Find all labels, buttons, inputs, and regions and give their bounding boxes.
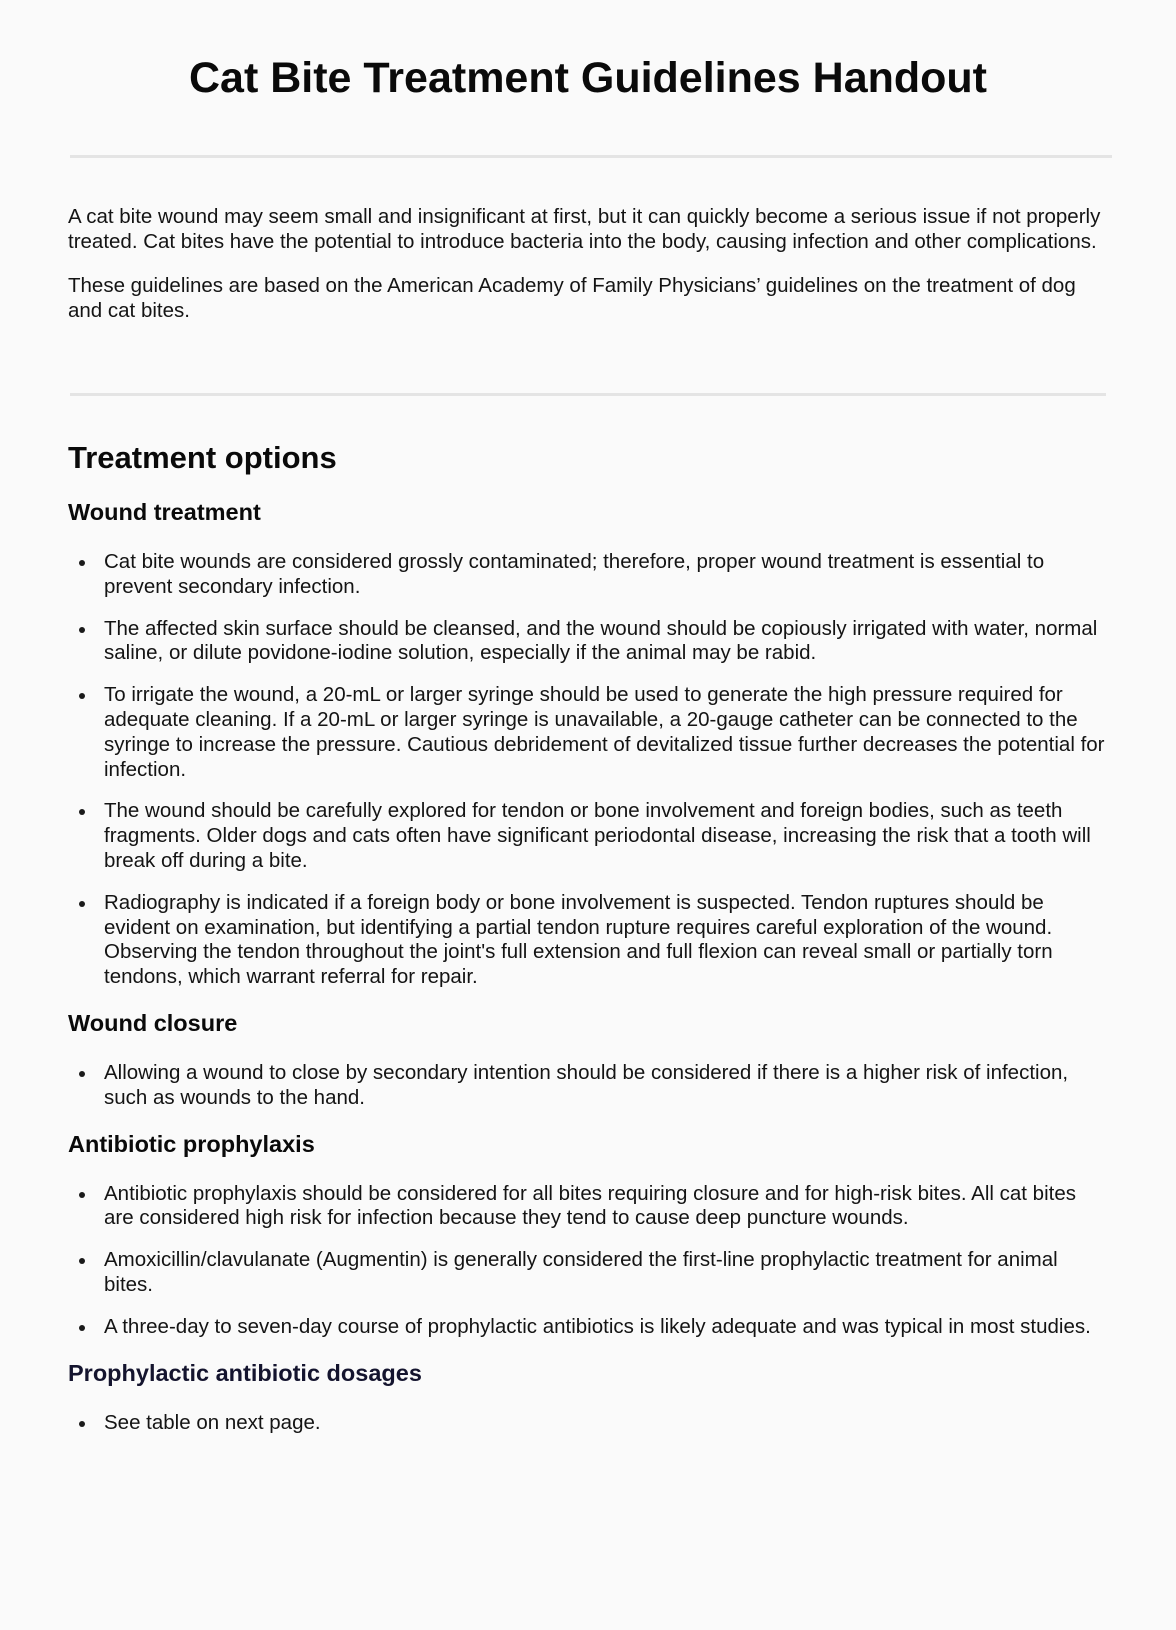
bullet-list	[68, 1411, 1108, 1436]
subsection-title: Wound treatment	[68, 499, 261, 525]
subsection-title: Antibiotic prophylaxis	[68, 1130, 315, 1157]
title-divider	[70, 155, 1112, 158]
list-item: A three-day to seven-day course of prophylactic antibiotics is likely adequate and was typical in most studies.	[104, 1315, 1108, 1340]
subsection-title: Prophylactic antibiotic dosages	[68, 1359, 422, 1386]
intro-paragraph: A cat bite wound may seem small and insignificant at first, but it can quickly become a serious issue if not properly treated. Cat bites have the potential to introduce bacteria into the body, causing infection and other complications.	[68, 205, 1101, 253]
list-item: Cat bite wounds are considered grossly contaminated; therefore, proper wound treatment is essential to prevent secondary infection.	[104, 550, 1108, 600]
subsection-title: Wound closure	[68, 1009, 238, 1036]
list-item: Antibiotic prophylaxis should be considered for all bites requiring closure and for high-risk bites. All cat bites are considered high risk for infection because they tend to cause deep puncture wounds.	[104, 1182, 1108, 1232]
list-item: Radiography is indicated if a foreign body or bone involvement is suspected. Tendon ruptures should be evident on examination, but identifying a partial tendon rupture requires careful exploration of the wound. Observing the tendon throughout the joint's full extension and full flexion can reveal small or partially torn tendons, which warrant referral for repair.	[104, 891, 1108, 990]
bullet-list	[68, 1182, 1108, 1340]
section-divider	[70, 393, 1106, 396]
list-item: The affected skin surface should be cleansed, and the wound should be copiously irrigated with water, normal saline, or dilute povidone-iodine solution, especially if the animal may be rabid.	[104, 617, 1108, 667]
intro-section	[68, 205, 1108, 323]
subsection-antibiotic-dosages	[68, 1358, 1108, 1436]
bullet-list	[68, 1061, 1108, 1111]
document-title: Cat Bite Treatment Guidelines Handout	[189, 54, 987, 102]
subsection-wound-closure	[68, 1008, 1108, 1111]
intro-source-paragraph: These guidelines are based on the American Academy of Family Physicians’ guidelines on the treatment of dog and cat bites.	[68, 274, 1076, 322]
list-item: See table on next page.	[104, 1411, 1108, 1436]
treatment-options-section	[68, 438, 1108, 1435]
bullet-list	[68, 550, 1108, 990]
list-item: The wound should be carefully explored for tendon or bone involvement and foreign bodies, such as teeth fragments. Older dogs and cats often have significant periodontal disease, increasing the risk that a tooth will break off during a bite.	[104, 799, 1108, 873]
subsection-antibiotic-prophylaxis	[68, 1129, 1108, 1340]
section-title: Treatment options	[68, 440, 337, 475]
list-item: To irrigate the wound, a 20-mL or larger syringe should be used to generate the high pressure required for adequate cleaning. If a 20-mL or larger syringe is unavailable, a 20-gauge catheter can be connected to the syringe to increase the pressure. Cautious debridement of devitalized tissue further decreases the potential for infection.	[104, 683, 1108, 782]
subsection-wound-treatment	[68, 497, 1108, 990]
list-item: Amoxicillin/clavulanate (Augmentin) is generally considered the first-line prophylactic treatment for animal bites.	[104, 1248, 1108, 1298]
list-item: Allowing a wound to close by secondary intention should be considered if there is a higher risk of infection, such as wounds to the hand.	[104, 1061, 1108, 1111]
